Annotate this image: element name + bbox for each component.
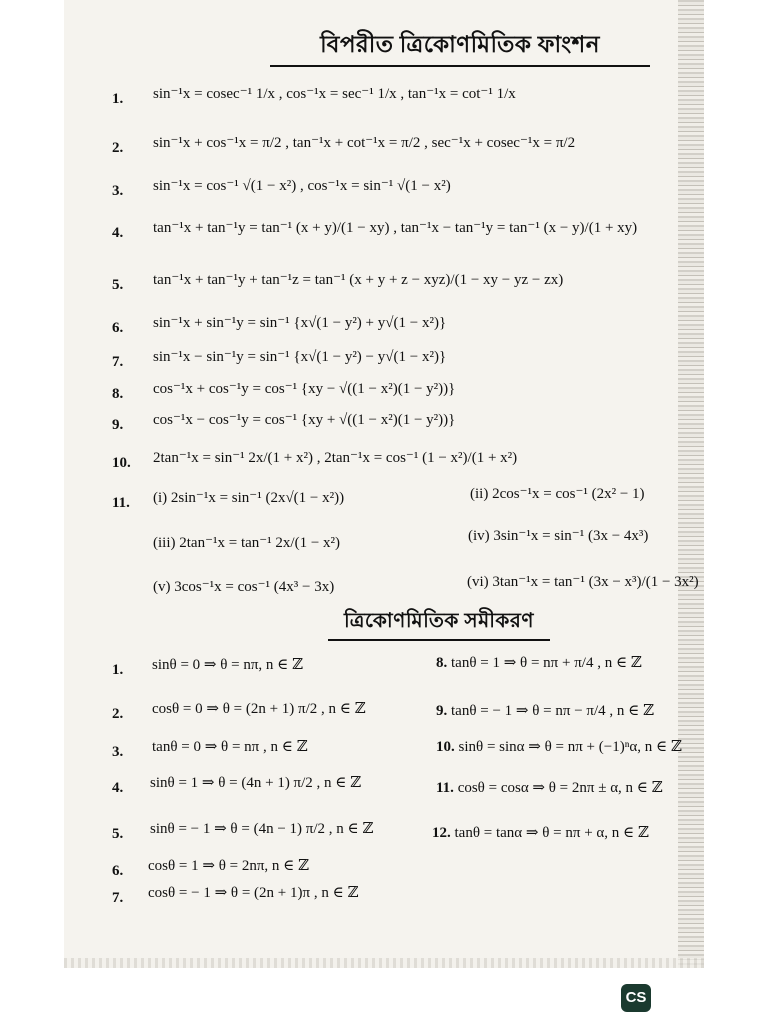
formula-line: tan⁻¹x + tan⁻¹y = tan⁻¹ (x + y)/(1 − xy) , tan⁻¹x − tan⁻¹y = tan⁻¹ (x − y)/(1 + xy) [153, 220, 638, 236]
equation-text: sinθ = sinα ⇒ θ = nπ + (−1)ⁿα, n ∈ ℤ [458, 739, 682, 755]
equation-number: 2. [112, 706, 124, 722]
formula-number: 9. [112, 417, 124, 433]
formula-line: sin⁻¹x = cosec⁻¹ 1/x , cos⁻¹x = sec⁻¹ 1/x , tan⁻¹x = cot⁻¹ 1/x [153, 86, 516, 102]
formula-11-iii: (iii) 2tan⁻¹x = tan⁻¹ 2x/(1 − x²) [153, 535, 341, 551]
formula-number: 10. [112, 455, 131, 471]
equation-line [436, 656, 642, 671]
equation-number: 12. [432, 825, 451, 841]
formula-number: 11. [112, 495, 130, 511]
formula-number: 4. [112, 225, 124, 241]
equation-number: 8. [436, 655, 448, 671]
equation-text: cosθ = cosα ⇒ θ = 2nπ ± α, n ∈ ℤ [457, 780, 663, 796]
formula-number: 2. [112, 140, 124, 156]
equation-line: sinθ = − 1 ⇒ θ = (4n − 1) π/2 , n ∈ ℤ [150, 821, 374, 837]
equation-number: 10. [436, 739, 455, 755]
formula-number: 3. [112, 183, 124, 199]
formula-11-ii: (ii) 2cos⁻¹x = cos⁻¹ (2x² − 1) [470, 486, 645, 502]
formula-11-v: (v) 3cos⁻¹x = cos⁻¹ (4x³ − 3x) [153, 579, 335, 595]
equation-line: cosθ = 0 ⇒ θ = (2n + 1) π/2 , n ∈ ℤ [152, 701, 366, 717]
equation-line [436, 704, 654, 719]
page-edge-shadow [678, 0, 704, 968]
equation-line: sinθ = 1 ⇒ θ = (4n + 1) π/2 , n ∈ ℤ [150, 775, 362, 791]
equation-text: tanθ = 1 ⇒ θ = nπ + π/4 , n ∈ ℤ [451, 655, 642, 671]
formula-number: 7. [112, 354, 124, 370]
section-title-inverse-functions: বিপরীত ত্রিকোণমিতিক ফাংশন [270, 26, 650, 67]
equation-number: 11. [436, 780, 454, 796]
formula-11-i: (i) 2sin⁻¹x = sin⁻¹ (2x√(1 − x²)) [153, 490, 345, 506]
equation-line: tanθ = 0 ⇒ θ = nπ , n ∈ ℤ [152, 739, 308, 755]
equation-text: tanθ = tanα ⇒ θ = nπ + α, n ∈ ℤ [454, 825, 649, 841]
equation-line: cosθ = − 1 ⇒ θ = (2n + 1)π , n ∈ ℤ [148, 885, 359, 901]
formula-line: sin⁻¹x − sin⁻¹y = sin⁻¹ {x√(1 − y²) − y√(1 − x²)} [153, 349, 447, 365]
formula-line: sin⁻¹x + cos⁻¹x = π/2 , tan⁻¹x + cot⁻¹x = π/2 , sec⁻¹x + cosec⁻¹x = π/2 [153, 135, 576, 151]
equation-number: 1. [112, 662, 124, 678]
section-title-trig-equations: ত্রিকোণমিতিক সমীকরণ [328, 606, 550, 641]
formula-11-iv: (iv) 3sin⁻¹x = sin⁻¹ (3x − 4x³) [468, 528, 649, 544]
equation-number: 4. [112, 780, 124, 796]
equation-line [432, 826, 649, 841]
equation-line [436, 740, 682, 755]
formula-line: sin⁻¹x = cos⁻¹ √(1 − x²) , cos⁻¹x = sin⁻¹ √(1 − x²) [153, 178, 451, 194]
equation-number: 7. [112, 890, 124, 906]
formula-number: 5. [112, 277, 124, 293]
formula-line: 2tan⁻¹x = sin⁻¹ 2x/(1 + x²) , 2tan⁻¹x = cos⁻¹ (1 − x²)/(1 + x²) [153, 450, 518, 466]
formula-number: 1. [112, 91, 124, 107]
page-bottom-edge [64, 958, 704, 968]
formula-number: 8. [112, 386, 124, 402]
formula-line: tan⁻¹x + tan⁻¹y + tan⁻¹z = tan⁻¹ (x + y + z − xyz)/(1 − xy − yz − zx) [153, 272, 564, 288]
equation-number: 6. [112, 863, 124, 879]
equation-line [436, 781, 663, 796]
equation-line: sinθ = 0 ⇒ θ = nπ, n ∈ ℤ [152, 657, 303, 673]
formula-line: cos⁻¹x − cos⁻¹y = cos⁻¹ {xy + √((1 − x²)(1 − y²))} [153, 412, 456, 428]
formula-number: 6. [112, 320, 124, 336]
equation-number: 3. [112, 744, 124, 760]
formula-line: cos⁻¹x + cos⁻¹y = cos⁻¹ {xy − √((1 − x²)(1 − y²))} [153, 381, 456, 397]
camscanner-logo-icon: CS [621, 984, 651, 1012]
equation-number: 5. [112, 826, 124, 842]
equation-line: cosθ = 1 ⇒ θ = 2nπ, n ∈ ℤ [148, 858, 309, 874]
equation-number: 9. [436, 703, 448, 719]
equation-text: tanθ = − 1 ⇒ θ = nπ − π/4 , n ∈ ℤ [451, 703, 654, 719]
formula-line: sin⁻¹x + sin⁻¹y = sin⁻¹ {x√(1 − y²) + y√(1 − x²)} [153, 315, 447, 331]
formula-11-vi: (vi) 3tan⁻¹x = tan⁻¹ (3x − x³)/(1 − 3x²) [467, 574, 699, 590]
